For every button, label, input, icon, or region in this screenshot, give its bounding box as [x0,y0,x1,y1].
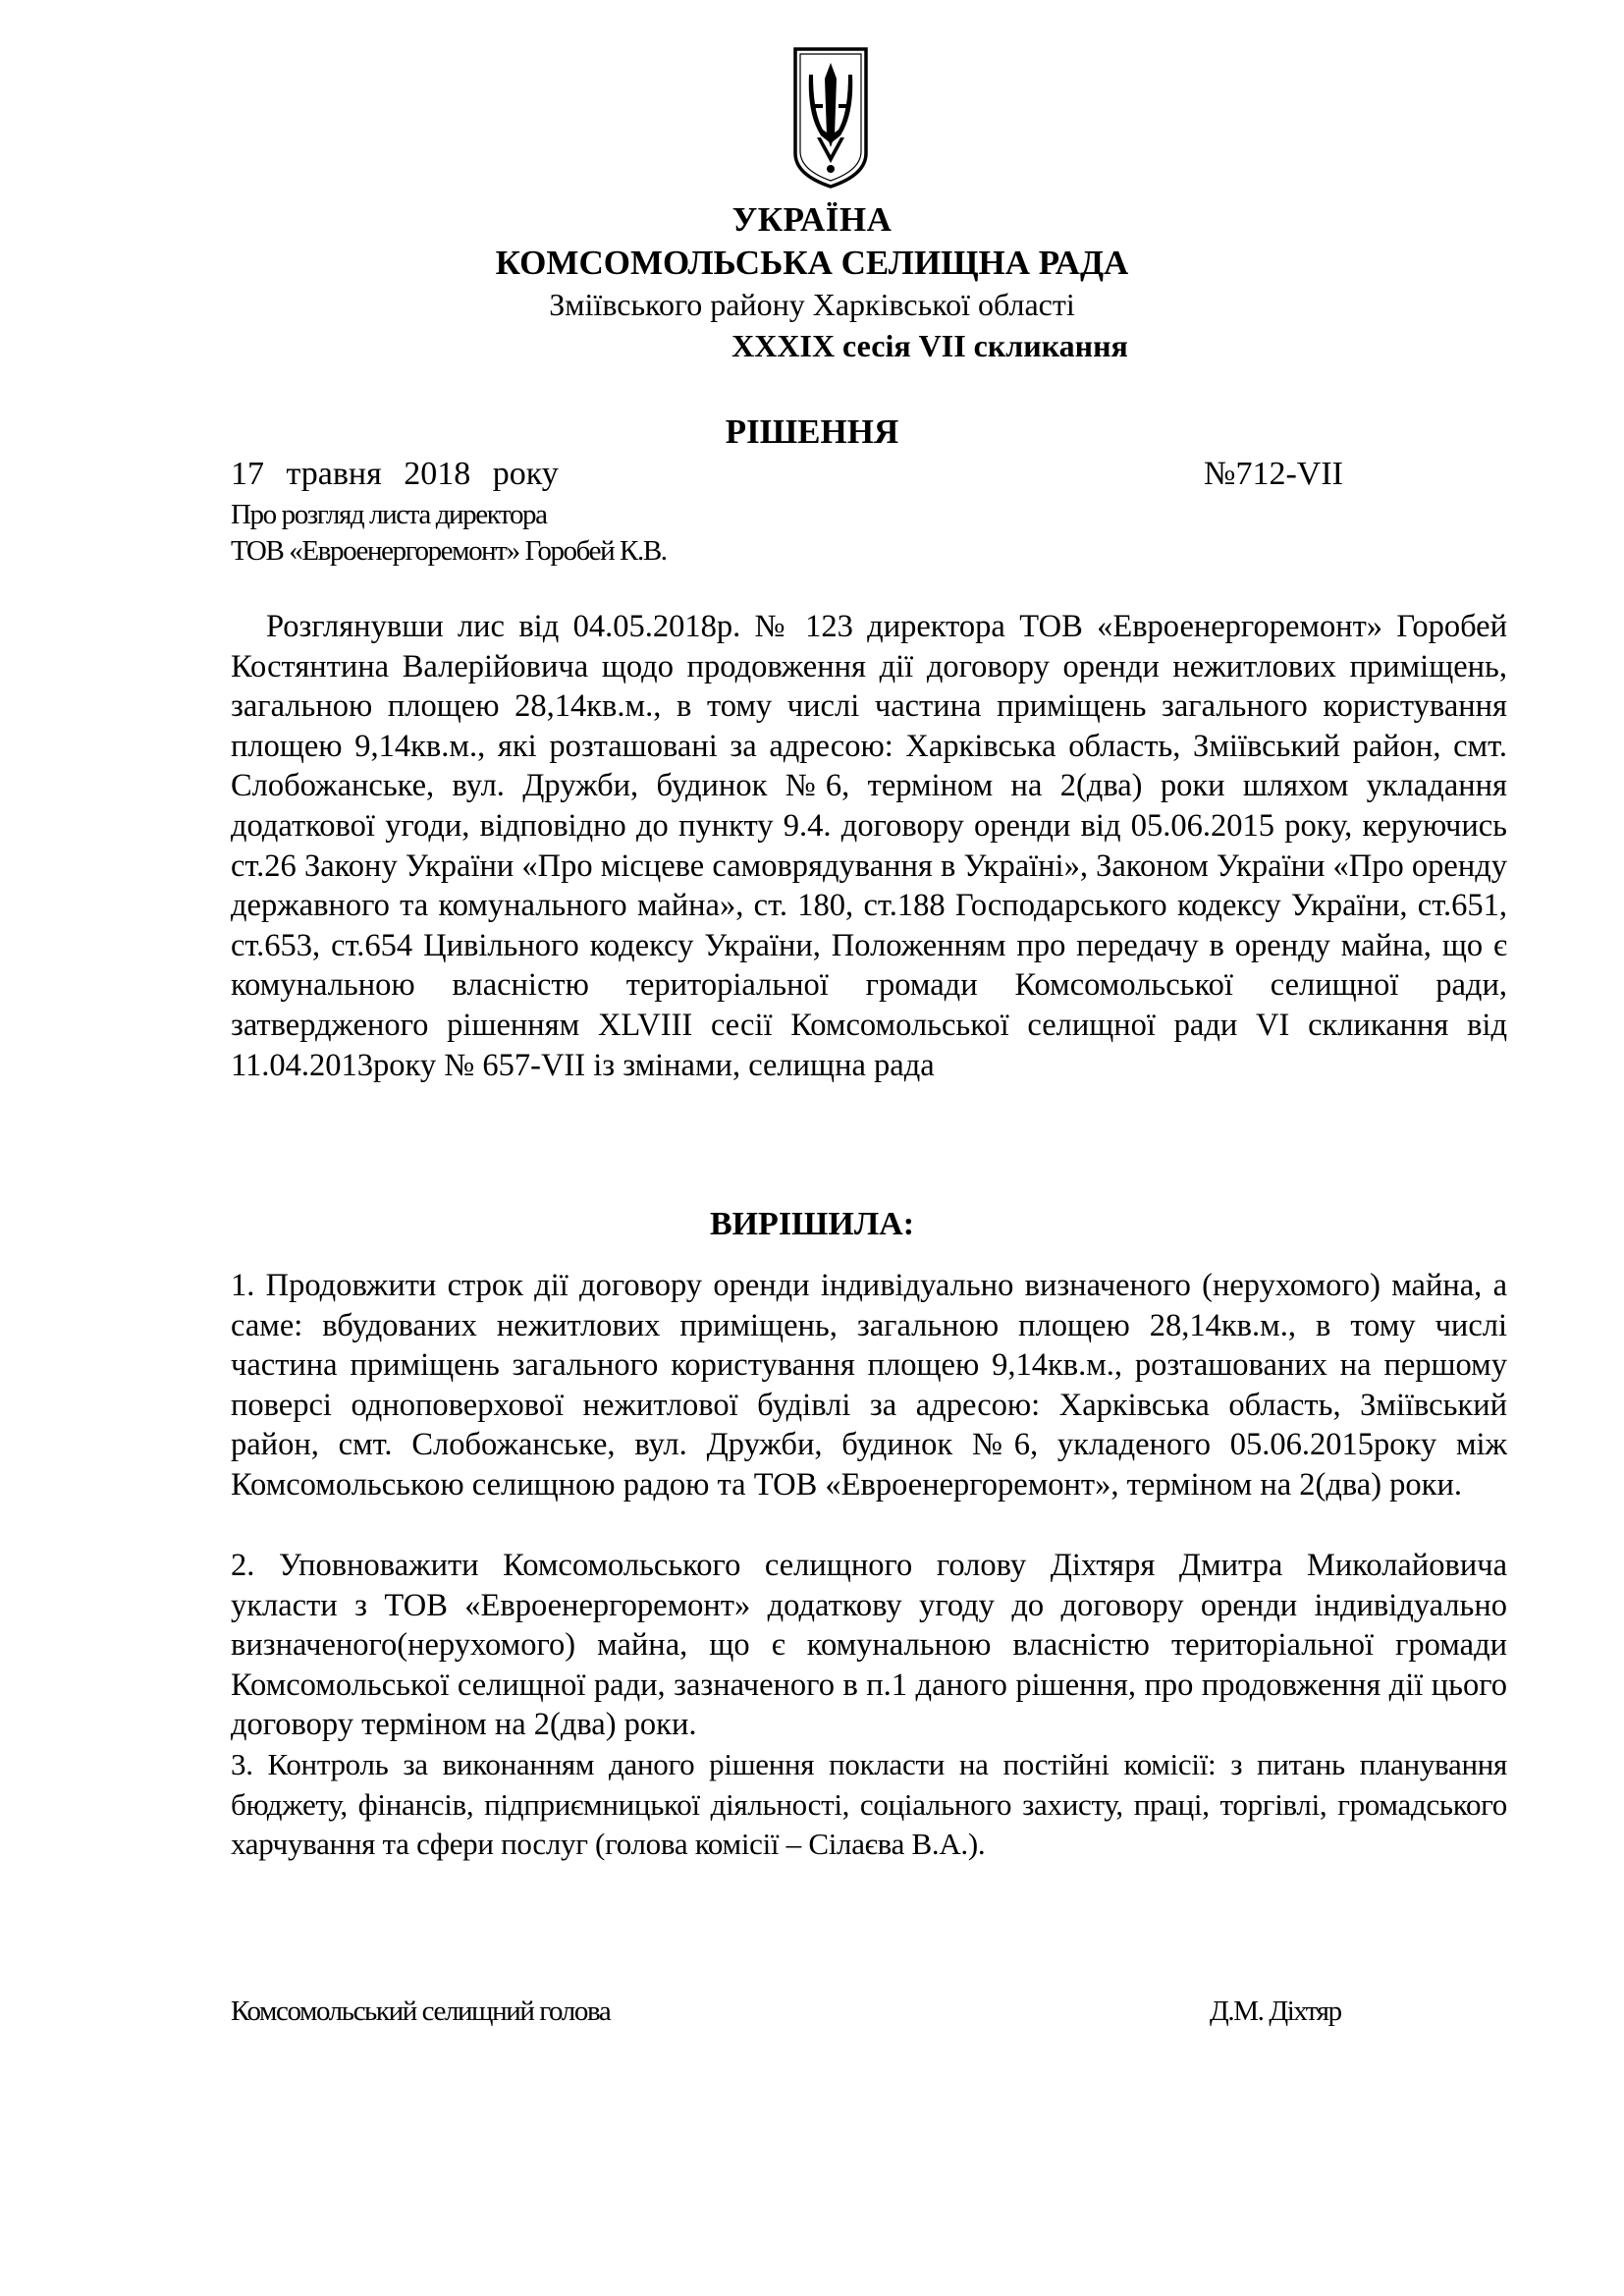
signature-title: Комсомольський селищний голова [231,1995,611,2027]
resolution-item-2: 2. Уповноважити Комсомольського селищного голову Діхтяря Дмитра Миколайовича укласти з ТОВ «Евроенергоремонт» додаткову угоду до договору оренди індивідуально визначеного(нерухомого) майна, що є комунальною власністю територіальної громади Комсомольської селищної ради, зазначеного в п.1 даного рішення, про продовження дії цього договору терміном на 2(два) роки. [231,1548,1507,1743]
header-district: Зміївського району Харківської області [549,287,1075,322]
decision-number: №712-VII [1204,456,1343,492]
decision-date: 17 травня 2018 року [231,456,559,492]
header-council: КОМСОМОЛЬСЬКА СЕЛИЩНА РАДА [495,244,1129,282]
document-type: РІШЕННЯ [725,412,899,451]
resolved-heading: ВИРІШИЛА: [709,1206,915,1242]
preamble-paragraph: Розглянувши лис від 04.05.2018р. № 123 директора ТОВ «Евроенергоремонт» Горобей Костянтина Валерійовича щодо продовження дії договору оренди нежитлових приміщень, загальною площею 28,14кв.м., в тому числі частина приміщень загального користування площею 9,14кв.м., які розташовані за адресою: Харківська область, Зміївський район, смт. Слобожанське, вул. Дружби, будинок №6, терміном на 2(два) роки шляхом укладання додаткової угоди, відповідно до пункту 9.4. договору оренди від 05.06.2015 року, керуючись ст.26 Закону України «Про місцеве самоврядування в Україні», Законом України «Про оренду державного та комунального майна», ст. 180, ст.188 Господарського кодексу України, ст.651, ст.653, ст.654 Цивільного кодексу України, Положенням про передачу в оренду майна, що є комунальною власністю територіальної громади Комсомольської селищної ради, затвердженого рішенням XLVIII сесії Комсомольської селищної ради VI скликання від 11.04.2013року № 657-VII із змінами, селищна рада [231,609,1507,1083]
signature-name: Д.М. Діхтяр [1210,1995,1341,2027]
resolution-item-1: 1. Продовжити строк дії договору оренди індивідуально визначеного (нерухомого) майна, а саме: вбудованих нежитлових приміщень, загальною площею 28,14кв.м., в тому числі частина приміщень загального користування площею 9,14кв.м., розташованих на першому поверсі одноповерхової нежитлової будівлі за адресою: Харківська область, Зміївський район, смт. Слобожанське, вул. Дружби, будинок №6, укладеного 05.06.2015року між Комсомольською селищною радою та ТОВ «Евроенергоремонт», терміном на 2(два) роки. [231,1268,1507,1503]
subject-line-2: ТОВ «Евроенергоремонт» Горобей К.В. [231,535,667,567]
resolution-item-3: 3. Контроль за виконанням даного рішення покласти на постійні комісії: з питань планування бюджету, фінансів, підприємницької діяльності, соціального захисту, праці, торгівлі, громадського харчування та сфери послуг (голова комісії – Сілаєва В.А.). [231,1747,1507,1862]
header-country: УКРАЇНА [731,200,893,239]
trident-coat-of-arms-icon [791,45,870,191]
header-session: XXXIX сесія VII скликання [731,328,1128,363]
subject-line-1: Про розгляд листа директора [231,499,547,530]
